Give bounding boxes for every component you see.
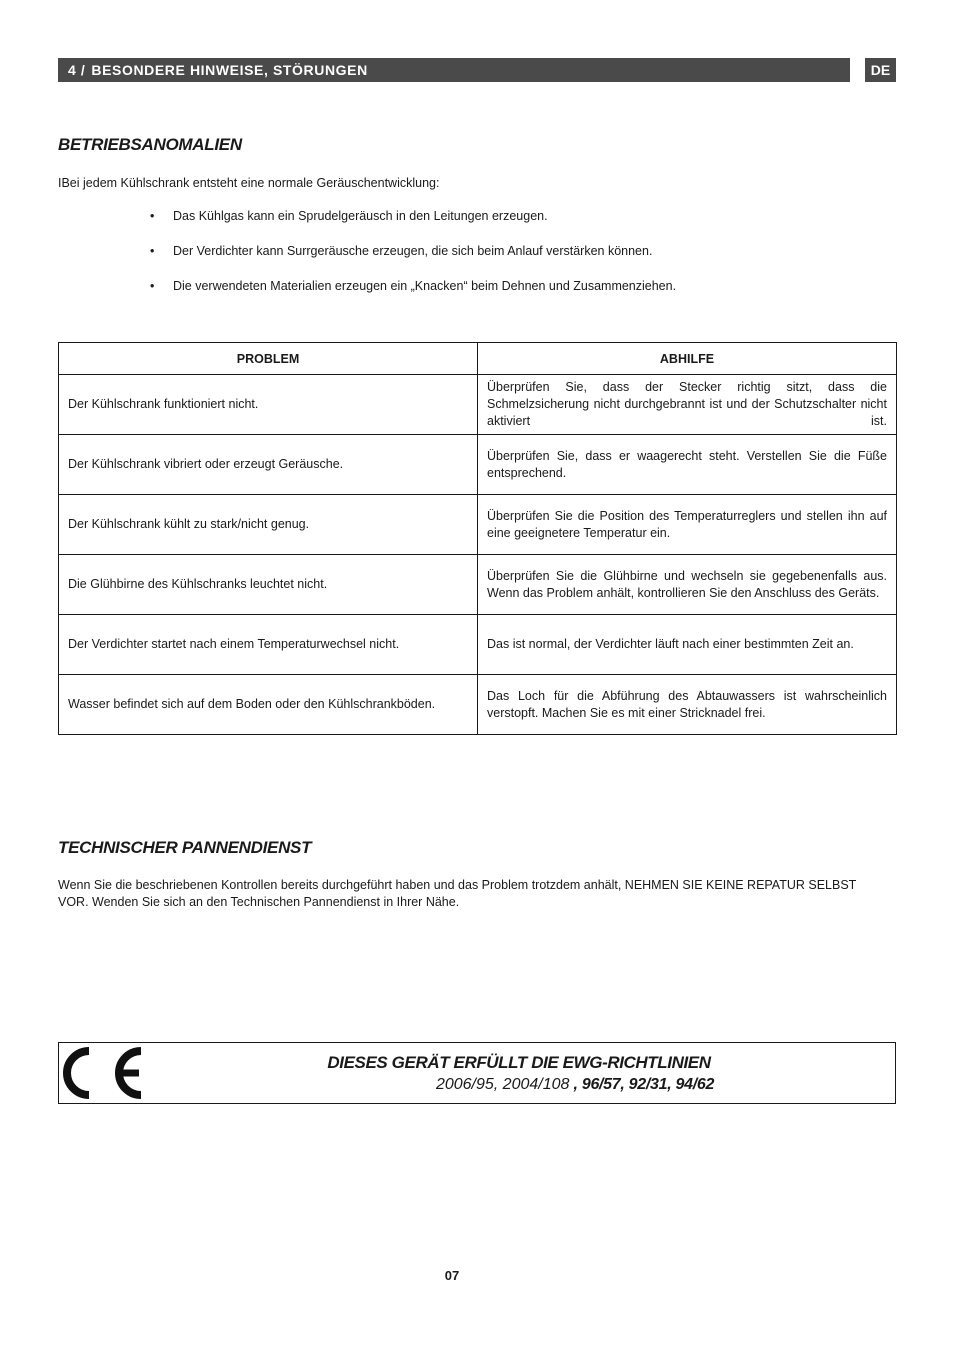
- remedy-cell: Überprüfen Sie, dass der Stecker richtig sitzt, dass die Schmelzsicherung nicht durchgebrannt ist und der Schutzschalter nicht aktiviert ist.: [478, 375, 897, 435]
- service-text: Wenn Sie die beschriebenen Kontrollen bereits durchgeführt haben und das Problem trotzdem anhält, NEHMEN SIE KEINE REPATUR SELBST VOR. Wenden Sie sich an den Technischen Pannendienst in Ihrer Nähe.: [58, 878, 857, 909]
- problem-cell: Wasser befindet sich auf dem Boden oder den Kühlschrankböden.: [59, 675, 478, 735]
- section-number: 4 /: [68, 62, 86, 78]
- table-row: [59, 495, 897, 555]
- directives-bold: , 96/57, 92/31, 94/62: [569, 1076, 715, 1093]
- anomalies-intro: IBei jedem Kühlschrank entsteht eine normale Geräuschentwicklung:: [58, 176, 440, 190]
- remedy-cell: Das Loch für die Abführung des Abtauwassers ist wahrscheinlich verstopft. Machen Sie es mit einer Stricknadel frei.: [478, 675, 897, 735]
- anomalies-heading: BETRIEBSANOMALIEN: [58, 135, 242, 154]
- bullet-icon: •: [150, 244, 155, 258]
- remedy-cell: Überprüfen Sie, dass er waagerecht steht. Verstellen Sie die Füße entsprechend.: [478, 435, 897, 495]
- section-header-bar: [58, 58, 850, 82]
- table-row: [59, 675, 897, 735]
- table-row: [59, 435, 897, 495]
- bullet-icon: •: [150, 279, 155, 293]
- anomalies-bullet-list: [150, 209, 676, 314]
- remedy-cell: Überprüfen Sie die Position des Temperaturreglers und stellen ihn auf eine geeignetere Temperatur ein.: [478, 495, 897, 555]
- troubleshooting-table: [58, 342, 897, 735]
- directives-regular: 2006/95, 2004/108: [435, 1076, 570, 1093]
- list-item: [150, 244, 676, 279]
- table-row: [59, 555, 897, 615]
- table-row: [59, 375, 897, 435]
- table-row: [59, 615, 897, 675]
- column-header-remedy: ABHILFE: [478, 343, 897, 375]
- table-header-row: [59, 343, 897, 375]
- bullet-text: Der Verdichter kann Surrgeräusche erzeugen, die sich beim Anlauf verstärken können.: [173, 244, 653, 258]
- bullet-text: Die verwendeten Materialien erzeugen ein „Knacken“ beim Dehnen und Zusammenziehen.: [173, 279, 677, 293]
- service-heading: TECHNISCHER PANNENDIENST: [58, 838, 312, 857]
- compliance-title: DIESES GERÄT ERFÜLLT DIE EWG-RICHTLINIEN: [327, 1053, 711, 1072]
- remedy-cell: Überprüfen Sie die Glühbirne und wechseln sie gegebenenfalls aus. Wenn das Problem anhält, kontrollieren Sie den Anschluss des Geräts.: [478, 555, 897, 615]
- section-title: BESONDERE HINWEISE, STÖRUNGEN: [91, 62, 368, 78]
- compliance-box: [58, 1042, 896, 1104]
- problem-cell: Die Glühbirne des Kühlschranks leuchtet nicht.: [59, 555, 478, 615]
- language-badge: DE: [865, 58, 896, 82]
- remedy-cell: Das ist normal, der Verdichter läuft nach einer bestimmten Zeit an.: [478, 615, 897, 675]
- compliance-directives: [59, 1076, 954, 1094]
- bullet-text: Das Kühlgas kann ein Sprudelgeräusch in den Leitungen erzeugen.: [173, 209, 548, 223]
- problem-cell: Der Verdichter startet nach einem Temperaturwechsel nicht.: [59, 615, 478, 675]
- problem-cell: Der Kühlschrank kühlt zu stark/nicht genug.: [59, 495, 478, 555]
- page-number: 07: [444, 1268, 460, 1283]
- problem-cell: Der Kühlschrank vibriert oder erzeugt Geräusche.: [59, 435, 478, 495]
- problem-cell: Der Kühlschrank funktioniert nicht.: [59, 375, 478, 435]
- column-header-problem: PROBLEM: [59, 343, 478, 375]
- list-item: [150, 279, 676, 314]
- list-item: [150, 209, 676, 244]
- bullet-icon: •: [150, 209, 155, 223]
